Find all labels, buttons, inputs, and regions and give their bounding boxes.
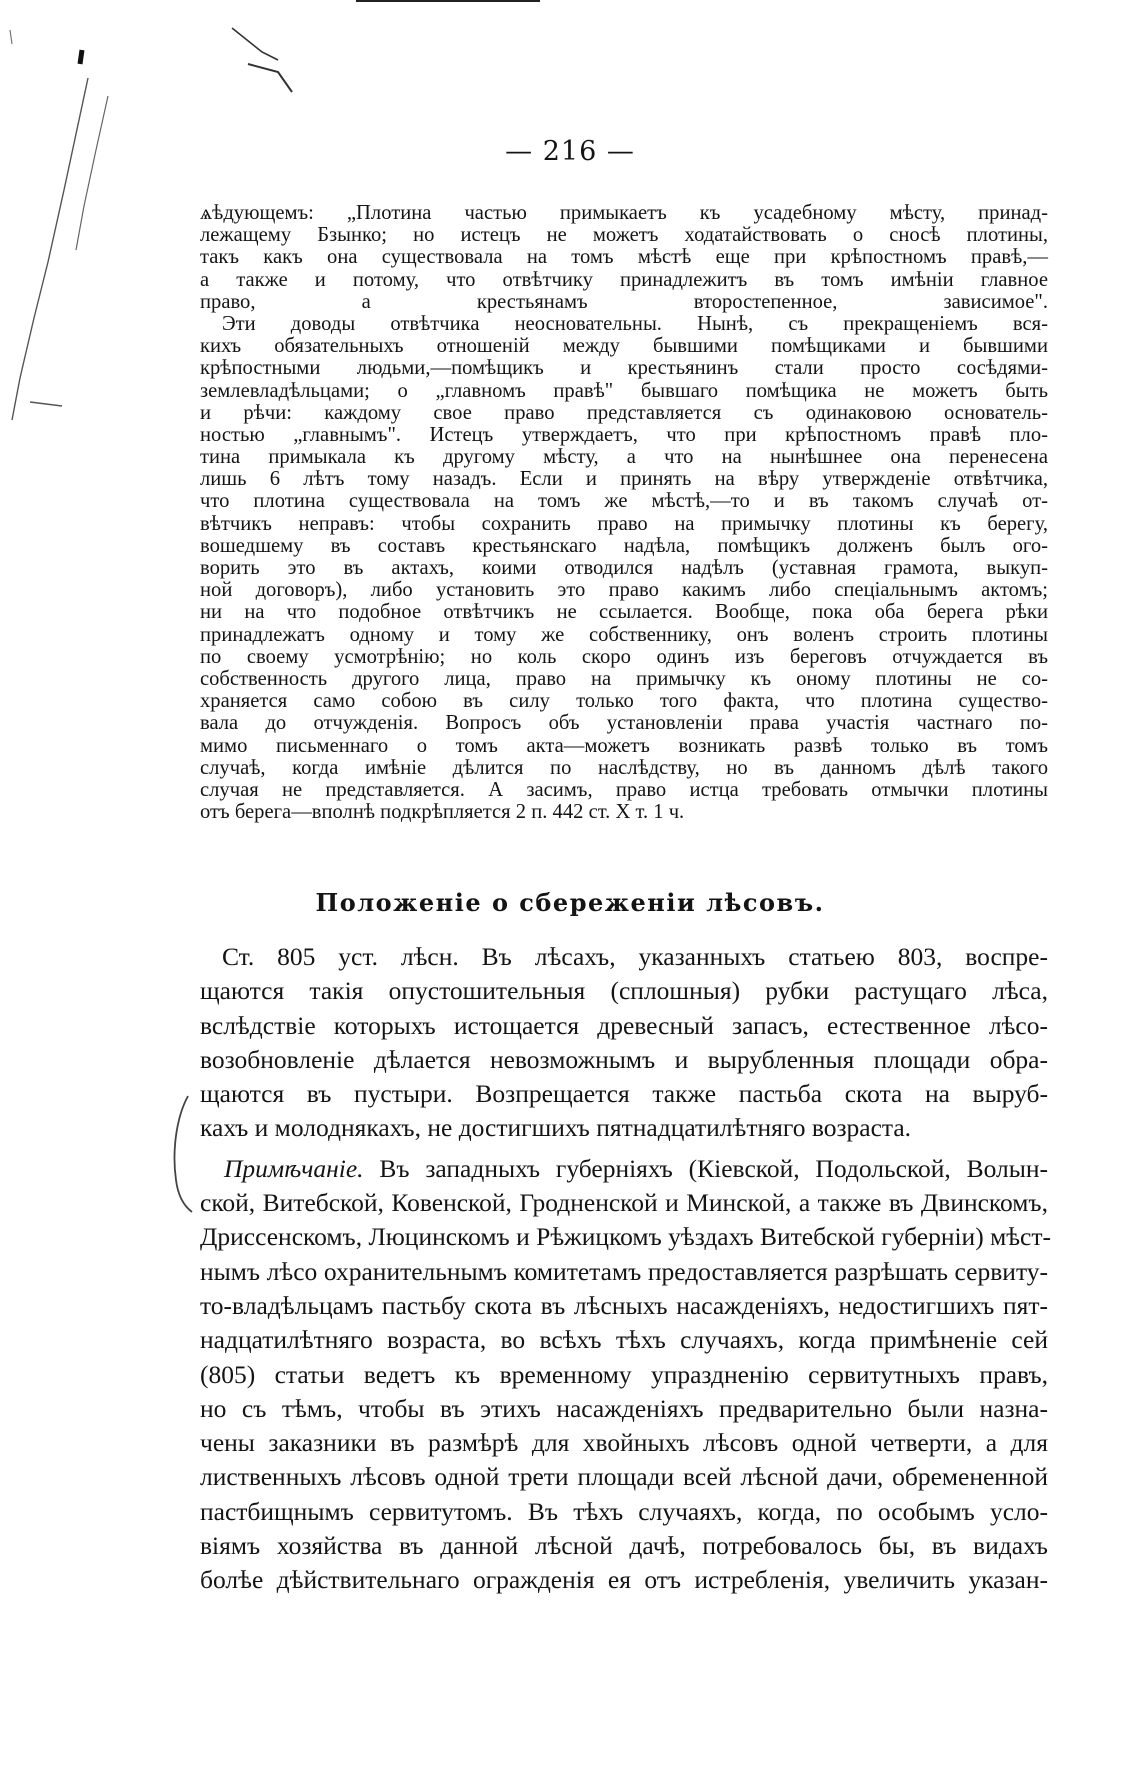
text-line: то-владѣльцамъ пастьбу скота въ лѣсныхъ насажденіяхъ, недостигшихъ пят- [200,1290,1048,1320]
text-line: (805) статьи ведетъ къ временному упраздненію сервитутныхъ правъ, [200,1359,1048,1389]
text-line: случая не представляется. А засимъ, право истца требовать отмычки плотины [200,778,1048,801]
text-line: кихъ обязательныхъ отношеній между бывшими помѣщиками и бывшими [200,335,1048,358]
text-line: чены заказники въ размѣрѣ для хвойныхъ лѣсовъ одной четверти, а для [200,1428,1048,1458]
text-line: принадлежатъ одному и тому же собственнику, онъ воленъ строить плотины [200,623,1048,646]
text-line: по своему усмотрѣнію; но коль скоро одинъ изъ береговъ отчуждается въ [200,645,1048,668]
note-first-rest: Въ западныхъ губерніяхъ (Кіевской, Подольской, Волын- [363,1153,1048,1183]
text-line: Дриссенскомъ, Люцинскомъ и Рѣжицкомъ уѣздахъ Витебской губерніи) мѣст- [200,1222,1052,1252]
note-first-line [200,1152,1048,1186]
note-label: Примѣчаніе. [224,1153,364,1183]
text-line: щаются въ пустыри. Возпрещается также пастьба скота на выруб- [200,1079,1048,1109]
text-line: такъ какъ она существовала на томъ мѣстѣ еще при крѣпостномъ правѣ,— [200,246,1048,269]
text-line: болѣе дѣйствительнаго огражденія ея отъ истребленія, увеличить указан- [200,1565,1048,1595]
text-line: лиственныхъ лѣсовъ одной трети площади всей лѣсной дачи, обремененной [200,1462,1048,1492]
text-line: крѣпостными людьми,—помѣщикъ и крестьянинъ стали просто сосѣдями- [200,357,1048,380]
text-line: право, а крестьянамъ второстепенное, зависимое". [200,290,1048,313]
text-line: вала до отчужденія. Вопросъ объ установленіи права участія частнаго по- [200,712,1048,735]
text-line: и рѣчи: каждому свое право представляется съ одинаковою основатель- [200,401,1048,424]
text-line: случаѣ, когда имѣніе дѣлится по наслѣдству, но въ данномъ дѣлѣ такого [200,756,1048,779]
text-line: Эти доводы отвѣтчика неосновательны. Нынѣ, съ прекращеніемъ вся- [222,312,1048,335]
text-line: храняется само собою въ силу только того факта, что плотина существо- [200,690,1048,713]
text-line: возобновленіе дѣлается невозможнымъ и вырубленныя площади обра- [200,1044,1048,1074]
text-line: ной договоръ), либо установить это право какимъ либо спеціальнымъ актомъ; [200,579,1048,602]
text-line: кахъ и молоднякахъ, не достигшихъ пятнадцатилѣтняго возраста. [200,1113,912,1143]
text-line: вслѣдствіе которыхъ истощается древесный запасъ, естественное лѣсо- [200,1010,1048,1040]
text-line: нымъ лѣсо охранительнымъ комитетамъ предоставляется разрѣшать сервиту- [200,1256,1048,1286]
article-text [200,940,1052,1598]
court-decision-text [200,202,1048,823]
text-line: вошедшему въ составъ крестьянскаго надѣла, помѣщикъ долженъ былъ ого- [200,534,1048,557]
text-line: собственность другого лица, право на примычку къ оному плотины не со- [200,667,1048,690]
text-line: вѣтчикъ неправъ: чтобы сохранить право на примычку плотины къ берегу, [200,512,1048,535]
text-line: лишь 6 лѣтъ тому назадъ. Если и принять на вѣру утвержденіе отвѣтчика, [200,468,1048,491]
text-line: тина примыкала къ другому мѣсту, а что на нынѣшнее она перенесена [200,446,1048,469]
text-line: віямъ хозяйства въ данной лѣсной дачѣ, потребовалось бы, въ видахъ [200,1531,1048,1561]
page-number: — 216 — [505,136,635,167]
text-line: а также и потому, что отвѣтчику принадлежитъ въ томъ имѣніи главное [200,268,1048,291]
text-line: что плотина существовала на томъ же мѣстѣ,—то и въ такомъ случаѣ от- [200,490,1048,513]
text-line: мимо письменнаго о томъ акта—можетъ возникать развѣ только въ томъ [200,734,1048,757]
text-line: ни на что подобное отвѣтчикъ не ссылается. Вообще, пока оба берега рѣки [200,601,1048,624]
text-line: отъ берега—вполнѣ подкрѣпляется 2 п. 442 ст. X т. 1 ч. [200,801,685,824]
text-line: ской, Витебской, Ковенской, Гродненской и Минской, а также въ Двинскомъ, [200,1188,1048,1218]
text-line: но съ тѣмъ, чтобы въ этихъ насажденіяхъ предварительно были назна- [200,1393,1048,1423]
text-line: щаются такія опустошительныя (сплошныя) рубки растущаго лѣса, [200,976,1048,1006]
text-line: ѧѣдующемъ: „Плотина частью примыкаетъ къ усадебному мѣсту, принад- [200,202,1048,224]
text-line: землевладѣльцами; о „главномъ правѣ" бывшаго помѣщика не можетъ быть [200,379,1048,402]
text-line: Ст. 805 уст. лѣсн. Въ лѣсахъ, указанныхъ статьею 803, воспре- [222,942,1048,971]
text-line: ностью „главнымъ". Истецъ утверждаетъ, что при крѣпостномъ правѣ пло- [200,423,1048,446]
text-line: пастбищнымъ сервитутомъ. Въ тѣхъ случаяхъ, когда, по особымъ усло- [200,1496,1048,1526]
text-line: надцатилѣтняго возраста, во всѣхъ тѣхъ случаяхъ, когда примѣненіе сей [200,1325,1048,1355]
text-line: ворить это въ актахъ, коими отводился надѣлъ (уставная грамота, выкуп- [200,557,1048,579]
section-title: Положеніе о сбереженіи лѣсовъ. [315,888,825,917]
text-line: лежащему Бзынко; но истецъ не можетъ ходатайствовать о сносѣ плотины, [200,224,1048,247]
